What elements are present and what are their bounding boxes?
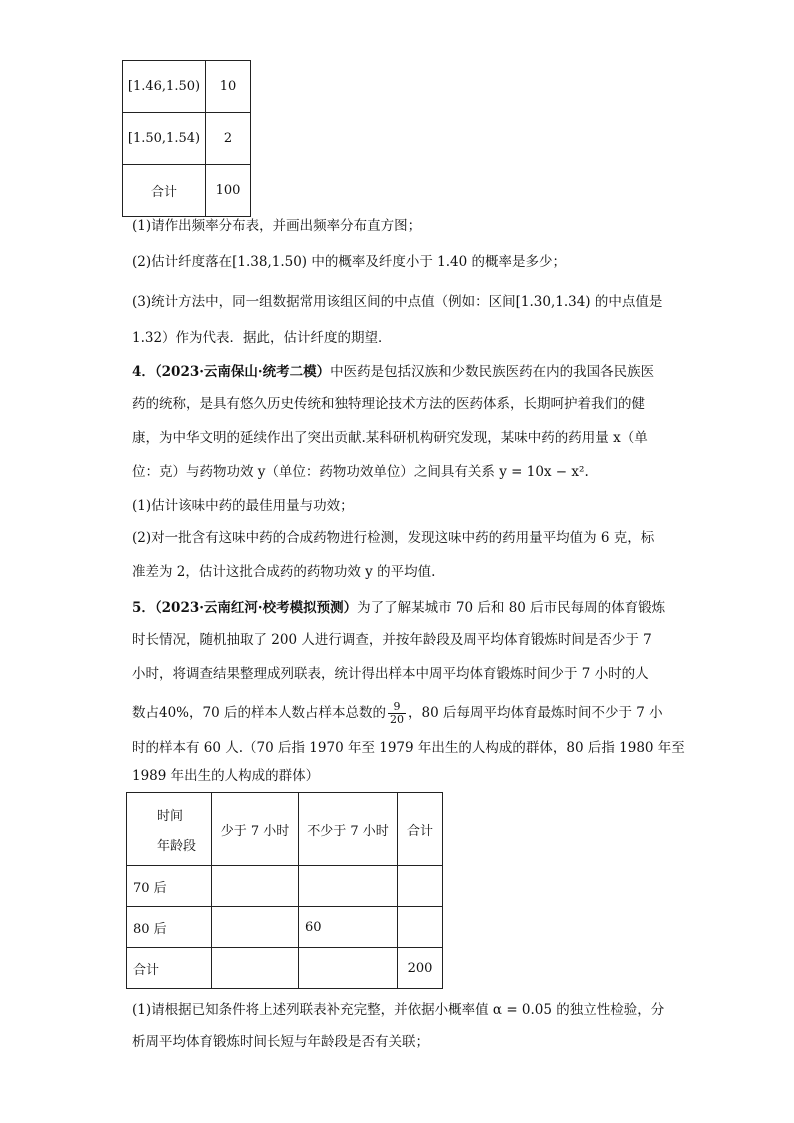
q3-part2: (2)估计纤度落在[1.38,1.50) 中的概率及纤度小于 1.40 的概率是多少； xyxy=(132,254,566,270)
count-cell: 10 xyxy=(206,61,251,113)
header-col-total: 合计 xyxy=(398,793,443,866)
interval-cell: [1.50,1.54) xyxy=(123,113,206,165)
fraction xyxy=(388,701,406,726)
q3-part3-line1: (3)统计方法中，同一组数据常用该组区间的中点值（例如：区间[1.30,1.34) 的中点值是 xyxy=(132,294,663,310)
q5-line3: 小时，将调查结果整理成列联表，统计得出样本中周平均体育锻炼时间少于 7 小时的人 xyxy=(132,666,649,682)
table-cell xyxy=(212,948,299,989)
header-corner-cell xyxy=(127,793,212,866)
frequency-table xyxy=(122,60,251,217)
total-label-cell: 合计 xyxy=(123,165,206,217)
q4-part1: (1)估计该味中药的最佳用量与功效； xyxy=(132,498,354,514)
header-age-label: 年龄段 xyxy=(157,839,197,854)
table-cell xyxy=(212,866,299,907)
q5-line1 xyxy=(132,598,665,618)
q4-line1 xyxy=(132,362,654,382)
q4-part2-line1: (2)对一批含有这味中药的合成药物进行检测，发现这味中药的药用量平均值为 6 克，标 xyxy=(132,530,655,546)
question-source: （2023·云南红河·校考模拟预测） xyxy=(154,600,358,616)
table-header-row xyxy=(127,793,443,866)
table-row xyxy=(123,61,251,113)
q4-line2: 药的统称，是具有悠久历史传统和独特理论技术方法的医药体系，长期呵护着我们的健 xyxy=(132,396,645,412)
table-cell xyxy=(398,907,443,948)
table-row xyxy=(127,866,443,907)
table-cell xyxy=(299,948,398,989)
q4-part2-line2: 准差为 2，估计这批合成药的药物功效 y 的平均值. xyxy=(132,564,436,580)
contingency-table xyxy=(126,792,443,989)
q3-part3-line2: 1.32）作为代表．据此，估计纤度的期望． xyxy=(132,330,392,346)
row-label: 80 后 xyxy=(127,907,212,948)
q5-part1-line2: 析周平均体育锻炼时间长短与年龄段是否有关联； xyxy=(132,1034,429,1050)
fraction-numerator: 9 xyxy=(388,701,406,714)
table-cell: 60 xyxy=(299,907,398,948)
question-text: 中医药是包括汉族和少数民族医药在内的我国各民族医 xyxy=(330,364,655,380)
header-col-over7: 不少于 7 小时 xyxy=(299,793,398,866)
question-source: （2023·云南保山·统考二模） xyxy=(154,364,331,380)
count-cell: 2 xyxy=(206,113,251,165)
q4-line3: 康，为中华文明的延续作出了突出贡献.某科研机构研究发现，某味中药的药用量 x（单 xyxy=(132,430,648,446)
q5-part1-line1: (1)请根据已知条件将上述列联表补充完整，并依据小概率值 α = 0.05 的独立性检验，分 xyxy=(132,1002,665,1018)
table-row xyxy=(127,948,443,989)
question-number: 5． xyxy=(132,600,155,616)
table-cell xyxy=(299,866,398,907)
q3-part1: (1)请作出频率分布表，并画出频率分布直方图； xyxy=(132,218,422,234)
table-row xyxy=(123,165,251,217)
q5-line4-text-b: ，80 后每周平均体育最炼时间不少于 7 小 xyxy=(407,705,663,721)
q5-line5: 时的样本有 60 人.（70 后指 1970 年至 1979 年出生的人构成的群体，80 后指 1980 年至 xyxy=(132,740,685,756)
table-cell xyxy=(398,866,443,907)
q5-line4 xyxy=(132,698,663,728)
question-text: 为了了解某城市 70 后和 80 后市民每周的体育锻炼 xyxy=(357,600,666,616)
q5-line6: 1989 年出生的人构成的群体） xyxy=(132,768,320,784)
q4-line4: 位：克）与药物功效 y（单位：药物功效单位）之间具有关系 y = 10x − x². xyxy=(132,464,589,480)
interval-cell: [1.46,1.50) xyxy=(123,61,206,113)
table-row xyxy=(123,113,251,165)
fraction-denominator: 20 xyxy=(389,713,404,726)
total-count-cell: 100 xyxy=(206,165,251,217)
q5-line2: 时长情况，随机抽取了 200 人进行调查，并按年龄段及周平均体育锻炼时间是否少于 7 xyxy=(132,632,652,648)
table-cell: 200 xyxy=(398,948,443,989)
table-cell xyxy=(212,907,299,948)
row-label: 70 后 xyxy=(127,866,212,907)
header-col-under7: 少于 7 小时 xyxy=(212,793,299,866)
header-time-label: 时间 xyxy=(157,809,184,824)
table-row xyxy=(127,907,443,948)
row-label: 合计 xyxy=(127,948,212,989)
q5-line4-text-a: 数占40%，70 后的样本人数占样本总数的 xyxy=(132,705,386,721)
question-number: 4． xyxy=(132,364,155,380)
